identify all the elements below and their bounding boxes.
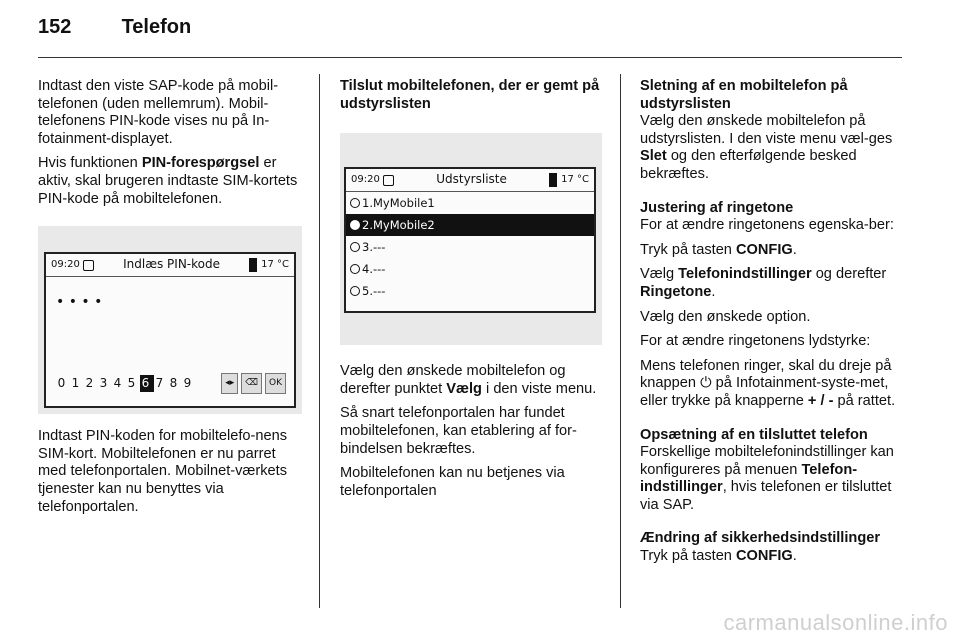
check-icon <box>83 260 94 271</box>
radio-icon <box>350 198 360 208</box>
paragraph: Vælg den ønskede mobiltelefon og derefter punktet Vælg i den viste menu. <box>340 363 597 397</box>
column-3 <box>640 78 906 573</box>
column-2 <box>340 78 608 507</box>
thermometer-icon <box>249 258 257 272</box>
section-heading: Sletning af en mobiltelefon på udstyrslisten <box>640 78 848 112</box>
column-divider-1 <box>319 74 320 608</box>
digit-key[interactable]: 9 <box>183 375 195 390</box>
screen-title: Udstyrsliste <box>436 172 507 187</box>
device-list-item[interactable] <box>346 258 594 280</box>
paragraph: Tryk på tasten CONFIG. <box>640 548 797 565</box>
paragraph: Indtast PIN-koden for mobiltelefo-nens SIM-kort. Mobiltelefonen er nu parret med telefonportalen. Mobilnet-værkets tjenester kan nu benyttes via telefonportalen. <box>38 428 288 515</box>
paragraph: Vælg den ønskede option. <box>640 308 811 325</box>
column-divider-2 <box>620 74 621 608</box>
digit-key[interactable]: 5 <box>127 375 139 390</box>
watermark: carmanualsonline.info <box>723 610 948 635</box>
paragraph: Vælg Telefonindstillinger og derefter Ringetone. <box>640 266 887 300</box>
digit-key[interactable]: 8 <box>169 375 181 390</box>
power-knob-icon: ⏻ <box>700 375 712 392</box>
header-rule <box>38 57 902 58</box>
paragraph: Så snart telefonportalen har fundet mobiltelefonen, kan etablering af for-bindelsen bekræftes. <box>340 405 577 457</box>
device-name: 4.--- <box>362 262 386 277</box>
paragraph: For at ændre ringetonens lydstyrke: <box>640 333 871 350</box>
digit-key[interactable]: 1 <box>71 375 83 390</box>
column-1 <box>38 78 306 523</box>
device-name: 2.MyMobile2 <box>362 218 435 233</box>
pin-screenshot <box>38 226 302 414</box>
section-heading: Opsætning af en tilsluttet telefon <box>640 426 868 443</box>
device-name: 5.--- <box>362 284 386 299</box>
speller-control-button[interactable]: ⌫ <box>241 373 262 395</box>
section-heading: Ændring af sikkerhedsindstillinger <box>640 530 881 547</box>
device-name: 1.MyMobile1 <box>362 196 435 211</box>
section-heading: Justering af ringetone <box>640 199 794 216</box>
status-bar <box>46 254 294 277</box>
digit-selector[interactable] <box>56 375 196 393</box>
page-title: Telefon <box>121 16 192 38</box>
device-list-item[interactable] <box>346 192 594 214</box>
clock: 09:20 <box>51 259 80 271</box>
screen-title: Indlæs PIN-kode <box>123 257 220 272</box>
digit-key[interactable]: 6 <box>140 375 154 393</box>
radio-icon <box>350 264 360 274</box>
device-list-item[interactable] <box>346 214 594 236</box>
speller-controls[interactable] <box>221 373 286 395</box>
clock: 09:20 <box>351 174 380 186</box>
pin-display <box>44 252 296 408</box>
speller-control-button[interactable]: ◂▸ <box>221 373 238 395</box>
speller-control-button[interactable]: OK <box>265 373 286 395</box>
paragraph: Hvis funktionen PIN-forespørgsel er aktiv, skal brugeren indtaste SIM-kortets PIN-kode på mobiltelefonen. <box>38 155 298 207</box>
pin-entry: • • • • <box>56 294 103 311</box>
radio-icon <box>350 286 360 296</box>
paragraph: Mobiltelefonen kan nu betjenes via telefonportalen <box>340 465 565 499</box>
page-header <box>38 16 191 39</box>
paragraph: Mens telefonen ringer, skal du dreje på knappen ⏻ på Infotainment-syste-met, eller trykke på knapperne + / - på rattet. <box>640 357 896 409</box>
radio-icon <box>350 242 360 252</box>
digit-key[interactable]: 0 <box>57 375 69 390</box>
paragraph: For at ændre ringetonens egenska-ber: <box>640 217 894 234</box>
device-list-item[interactable] <box>346 280 594 302</box>
thermometer-icon <box>549 173 557 187</box>
device-list <box>346 192 594 302</box>
device-list-item[interactable] <box>346 236 594 258</box>
device-name: 3.--- <box>362 240 386 255</box>
paragraph: Tryk på tasten CONFIG. <box>640 241 797 258</box>
digit-key[interactable]: 7 <box>155 375 167 390</box>
device-list-display <box>344 167 596 313</box>
device-list-screenshot <box>340 133 602 345</box>
digit-key[interactable]: 2 <box>85 375 97 390</box>
paragraph: Vælg den ønskede mobiltelefon på udstyrslisten. I den viste menu væl-ges Slet og den efterfølgende besked bekræftes. <box>640 113 893 182</box>
digit-key[interactable]: 4 <box>113 375 125 390</box>
temperature: 17 °C <box>561 174 589 186</box>
status-bar <box>346 169 594 192</box>
radio-icon <box>350 220 360 230</box>
digit-key[interactable]: 3 <box>99 375 111 390</box>
check-icon <box>383 175 394 186</box>
paragraph: Indtast den viste SAP-kode på mobil-telefonen (uden mellemrum). Mobil-telefonens PIN-kode vises nu på In-fotainment-displayet. <box>38 78 279 147</box>
paragraph: Forskellige mobiltelefonindstillinger kan konfigureres på menuen Telefon-indstillinger, hvis telefonen er tilsluttet via SAP. <box>640 444 894 513</box>
temperature: 17 °C <box>261 259 289 271</box>
page-number: 152 <box>38 16 72 38</box>
section-heading: Tilslut mobiltelefonen, der er gemt på udstyrslisten <box>340 78 600 112</box>
